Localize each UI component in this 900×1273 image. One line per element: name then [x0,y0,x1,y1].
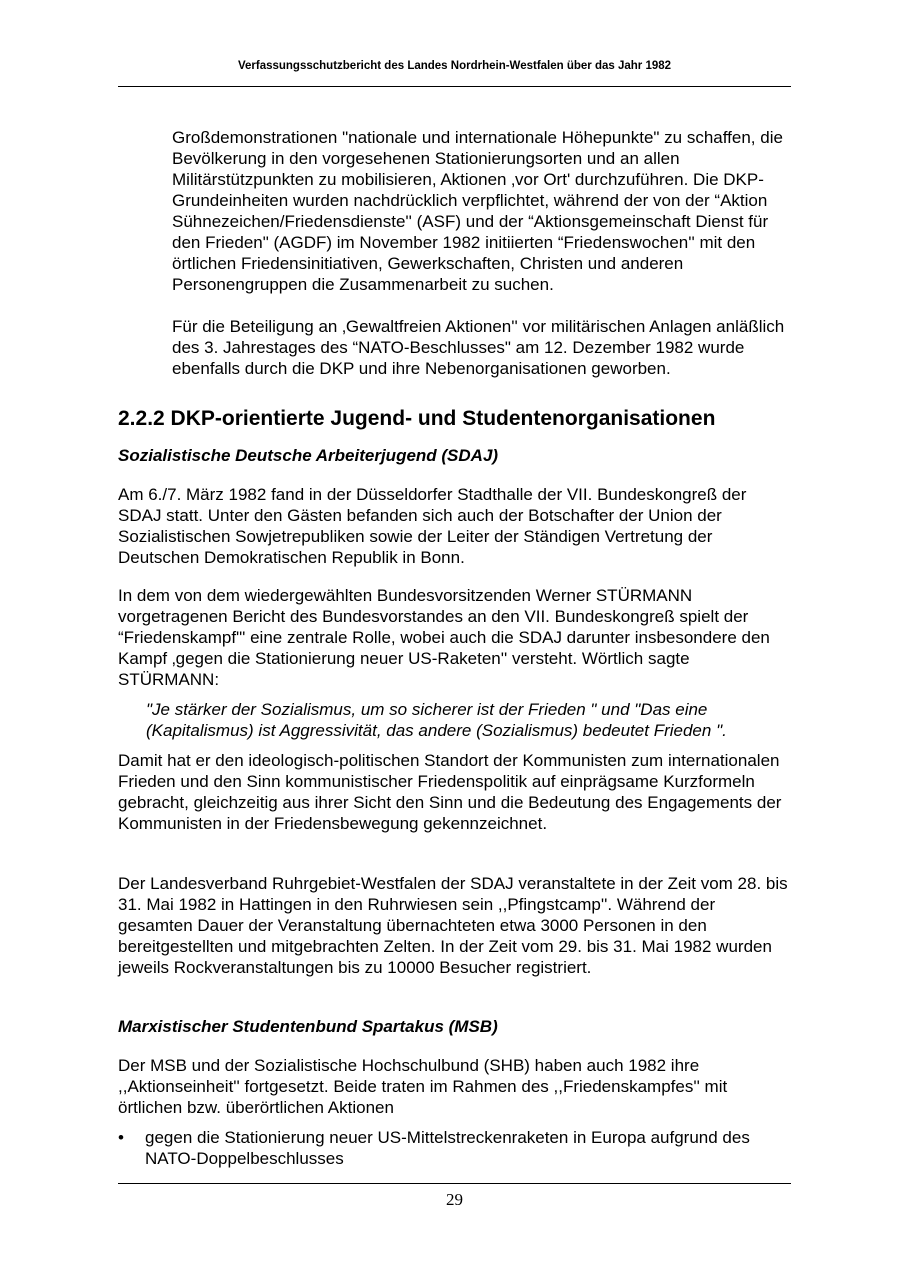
msb-subheading: Marxistischer Studentenbund Spartakus (MSB) [118,1017,498,1036]
sdaj-subheading: Sozialistische Deutsche Arbeiterjugend (SDAJ) [118,446,499,465]
running-header: Verfassungsschutzbericht des Landes Nordrhein-Westfalen über das Jahr 1982 [237,60,672,72]
msb-paragraph-1: Der MSB und der Sozialistische Hochschulbund (SHB) haben auch 1982 ihre ,,Aktionseinheit'' fortgesetzt. Beide traten im Rahmen des ,,Friedenskampfes'' mit örtlichen bzw. überörtlichen Aktionen [118,1056,728,1117]
intro-paragraph-2: Für die Beteiligung an ‚Gewaltfreien Aktionen'' vor militärischen Anlagen anläßlich des 3. Jahrestages des “NATO-Beschlusses" am 12. Dezember 1982 wurde ebenfalls durch die DKP und ihre Nebenorganisationen geworben. [172,317,785,378]
page-number: 29 [446,1190,463,1209]
bullet-text: gegen die Stationierung neuer US-Mittelstreckenraketen in Europa aufgrund des NATO-Doppelbeschlusses [145,1128,750,1168]
header-rule [118,86,791,87]
sdaj-paragraph-3: Damit hat er den ideologisch-politischen Standort der Kommunisten zum internationalen Frieden und den Sinn kommunistischer Friedenspolitik auf einprägsame Kurzformeln gebracht, gleichzeitig aus ihrer Sicht den Sinn und die Bedeutung des Engagements der Kommunisten in der Friedensbewegung gekennzeichnet. [118,751,782,833]
intro-paragraph-1: Großdemonstrationen "nationale und internationale Höhepunkte" zu schaffen, die Bevölkerung in den vorgesehenen Stationierungsorten und an allen Militärstützpunkten zu mobilisieren, Aktionen ‚vor Ort' durchzuführen. Die DKP-Grundeinheiten wurden nachdrücklich verpflichtet, während der von der “Aktion Sühnezeichen/Friedensdienste'' (ASF) und der “Aktionsgemeinschaft Dienst für den Frieden" (AGDF) im November 1982 initiierten “Friedenswochen'' mit den örtlichen Friedensinitiativen, Gewerkschaften, Christen und anderen Personengruppen die Zusammenarbeit zu suchen. [172,128,783,294]
sdaj-paragraph-1: Am 6./7. März 1982 fand in der Düsseldorfer Stadthalle der VII. Bundeskongreß der SDAJ statt. Unter den Gästen befanden sich auch der Botschafter der Union der Sozialistischen Sowjetrepubliken sowie der Leiter der Ständigen Vertretung der Deutschen Demokratischen Republik in Bonn. [118,485,747,567]
sturmann-quote: "Je stärker der Sozialismus, um so sicherer ist der Frieden " und "Das eine (Kapitalismus) ist Aggressivität, das andere (Sozialismus) bedeutet Frieden ". [146,700,727,740]
bullet-icon: • [118,1128,124,1147]
sdaj-paragraph-2: In dem von dem wiedergewählten Bundesvorsitzenden Werner STÜRMANN vorgetragenen Bericht des Bundesvorstandes an den VII. Bundeskongreß spielt der “Friedenskampf"' eine zentrale Rolle, wobei auch die SDAJ darunter insbesondere den Kampf ‚gegen die Stationierung neuer US-Raketen'' versteht. Wörtlich sagte STÜRMANN: [118,586,770,689]
section-heading: 2.2.2 DKP-orientierte Jugend- und Studentenorganisationen [118,407,716,430]
sdaj-paragraph-4: Der Landesverband Ruhrgebiet-Westfalen der SDAJ veranstaltete in der Zeit vom 28. bis 31. Mai 1982 in Hattingen in den Ruhrwiesen sein ,,Pfingstcamp''. Während der gesamten Dauer der Veranstaltung übernachteten etwa 3000 Personen in den bereitgestellten und mitgebrachten Zelten. In der Zeit vom 29. bis 31. Mai 1982 wurden jeweils Rockveranstaltungen bis zu 10000 Besucher registriert. [118,874,788,977]
footer-rule [118,1183,791,1184]
